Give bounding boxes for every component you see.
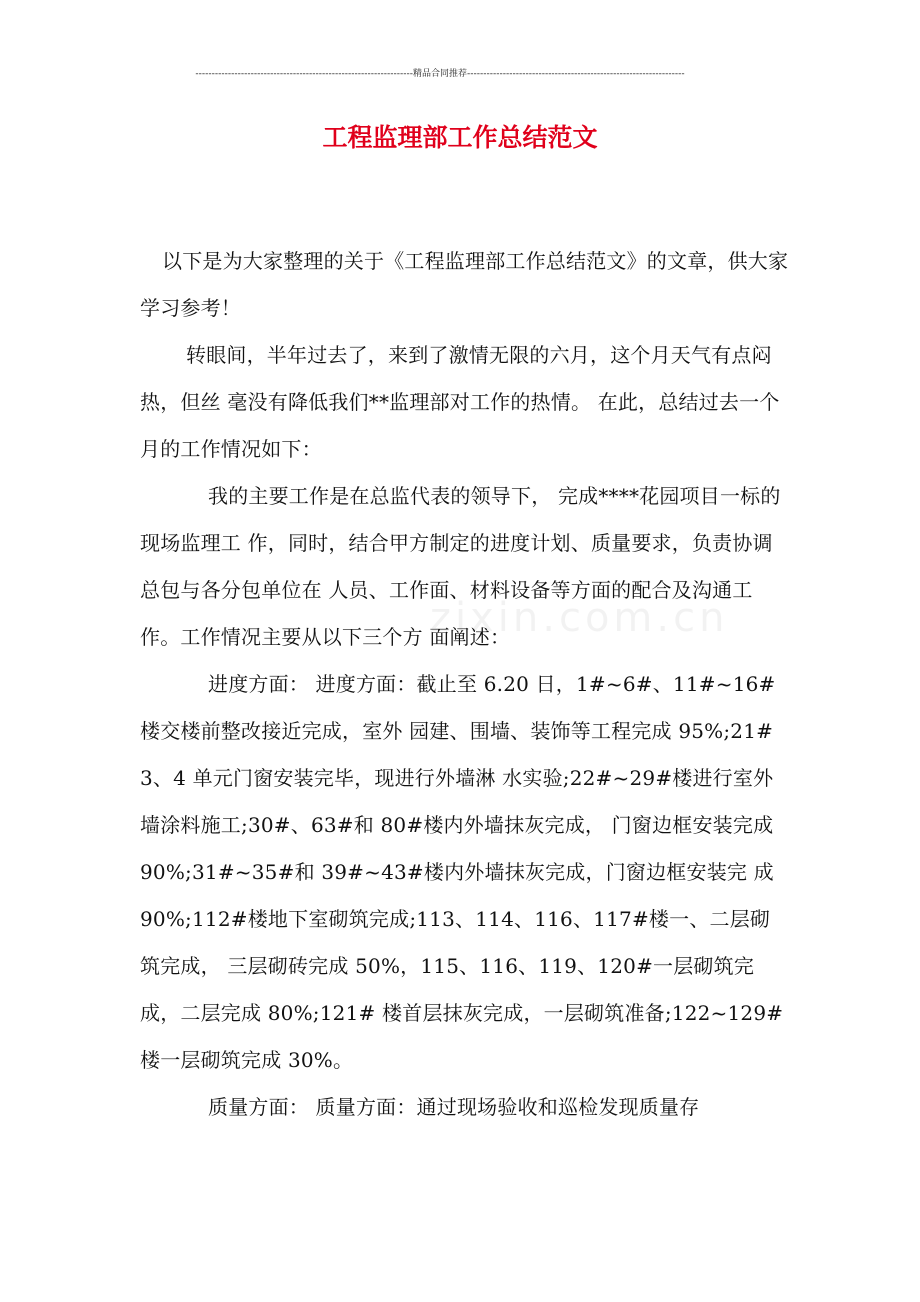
page-header [140, 66, 740, 79]
paragraph-intro: 以下是为大家整理的关于《工程监理部工作总结范文》的文章，供大家学习参考！ [140, 249, 789, 320]
paragraph-quality: 质量方面： 质量方面：通过现场验收和巡检发现质量存 [208, 1095, 700, 1119]
header-label: 精品合同推荐 [412, 69, 467, 79]
watermark: zixin.com.cn [430, 595, 729, 641]
paragraph-opening: 转眼间，半年过去了，来到了激情无限的六月，这个月天气有点闷热，但丝 毫没有降低我们**监理部对工作的热情。 在此，总结过去一个月的工作情况如下： [140, 343, 780, 461]
header-right-dashes: ------------------------------------------------------------------- [467, 69, 685, 79]
paragraph-progress: 进度方面： 进度方面：截止至 6.20 日，1#~6#、11#~16#楼交楼前整改接近完成，室外 园建、围墙、装饰等工程完成 95%;21#3、4 单元门窗安装完毕，现进行外墙淋 水实验;22#~29#楼进行室外墙涂料施工;30#、63#和 80#楼内外墙抹灰完成， 门窗边框安装完成 90%;31#~35#和 39#~43#楼内外墙抹灰完成，门窗边框安装完 成 90%;112#楼地下室砌筑完成;113、114、116、117#楼一、二层砌筑完成， 三层砌砖完成 50%，115、116、119、120#一层砌筑完成，二层完成 80%;121# 楼首层抹灰完成，一层砌筑准备;122~129#楼一层砌筑完成 30%。 [140, 672, 784, 1072]
document-body [140, 238, 790, 1131]
document-title: 工程监理部工作总结范文 [322, 123, 598, 152]
paragraph-main-work: 我的主要工作是在总监代表的领导下， 完成****花园项目一标的现场监理工 作，同时，结合甲方制定的进度计划、质量要求，负责协调总包与各分包单位在 人员、工作面、材料设备等方面的配合及沟通工作。工作情况主要从以下三个方 面阐述： [140, 484, 781, 649]
header-left-dashes: ------------------------------------------------------------------- [195, 69, 413, 79]
